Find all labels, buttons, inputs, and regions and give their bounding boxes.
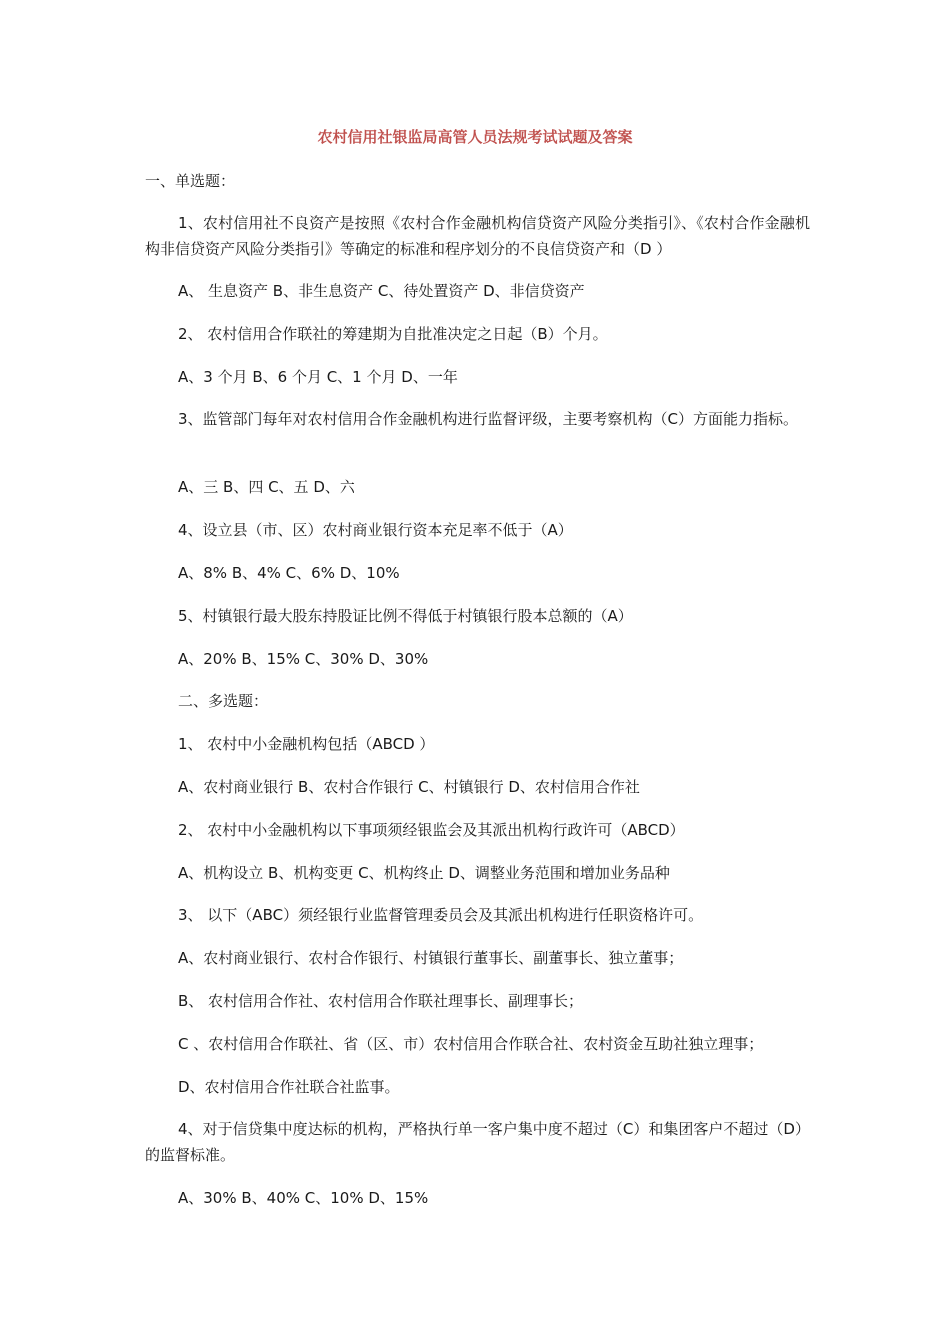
multi-question-4-options: A、30% B、40% C、10% D、15% xyxy=(178,1189,429,1207)
multi-question-1: 1、 农村中小金融机构包括（ABCD ） xyxy=(178,735,435,753)
section-heading-single-choice: 一、单选题： xyxy=(145,172,236,190)
multi-question-3: 3、 以下（ABC）须经银行业监督管理委员会及其派出机构进行任职资格许可。 xyxy=(178,906,704,924)
multi-question-1-options: A、农村商业银行 B、农村合作银行 C、村镇银行 D、农村信用合作社 xyxy=(178,778,640,796)
multi-question-4: 4、对于信贷集中度达标的机构，严格执行单一客户集中度不超过（C）和集团客户不超过（D）的监督标准。 xyxy=(145,1120,810,1164)
question-2: 2、 农村信用合作联社的筹建期为自批准决定之日起（B）个月。 xyxy=(178,325,608,343)
question-1: 1、农村信用社不良资产是按照《农村合作金融机构信贷资产风险分类指引》、《农村合作金融机构非信贷资产风险分类指引》等确定的标准和程序划分的不良信贷资产和（D ） xyxy=(145,214,810,258)
multi-question-2-options: A、机构设立 B、机构变更 C、机构终止 D、调整业务范围和增加业务品种 xyxy=(178,864,670,882)
multi-question-3-option-b: B、 农村信用合作社、农村信用合作联社理事长、副理事长； xyxy=(178,992,584,1010)
question-4: 4、设立县（市、区）农村商业银行资本充足率不低于（A） xyxy=(178,521,573,539)
question-1-options: A、 生息资产 B、非生息资产 C、待处置资产 D、非信贷资产 xyxy=(178,282,585,300)
question-5: 5、村镇银行最大股东持股证比例不得低于村镇银行股本总额的（A） xyxy=(178,607,633,625)
multi-question-3-option-c: C 、农村信用合作联社、省（区、市）农村信用合作联合社、农村资金互助社独立理事； xyxy=(178,1035,764,1053)
question-5-options: A、20% B、15% C、30% D、30% xyxy=(178,650,429,668)
question-3-options: A、三 B、四 C、五 D、六 xyxy=(178,478,355,496)
multi-question-3-option-d: D、农村信用合作社联合社监事。 xyxy=(178,1078,400,1096)
question-2-options: A、3 个月 B、6 个月 C、1 个月 D、一年 xyxy=(178,368,458,386)
multi-question-3-option-a: A、农村商业银行、农村合作银行、村镇银行董事长、副董事长、独立董事； xyxy=(178,949,684,967)
question-4-options: A、8% B、4% C、6% D、10% xyxy=(178,564,400,582)
document-title: 农村信用社银监局高管人员法规考试试题及答案 xyxy=(317,128,633,146)
question-3: 3、监管部门每年对农村信用合作金融机构进行监督评级，主要考察机构（C）方面能力指标。 xyxy=(178,410,799,428)
section-heading-multi-choice: 二、多选题： xyxy=(178,692,269,710)
multi-question-2: 2、 农村中小金融机构以下事项须经银监会及其派出机构行政许可（ABCD） xyxy=(178,821,685,839)
